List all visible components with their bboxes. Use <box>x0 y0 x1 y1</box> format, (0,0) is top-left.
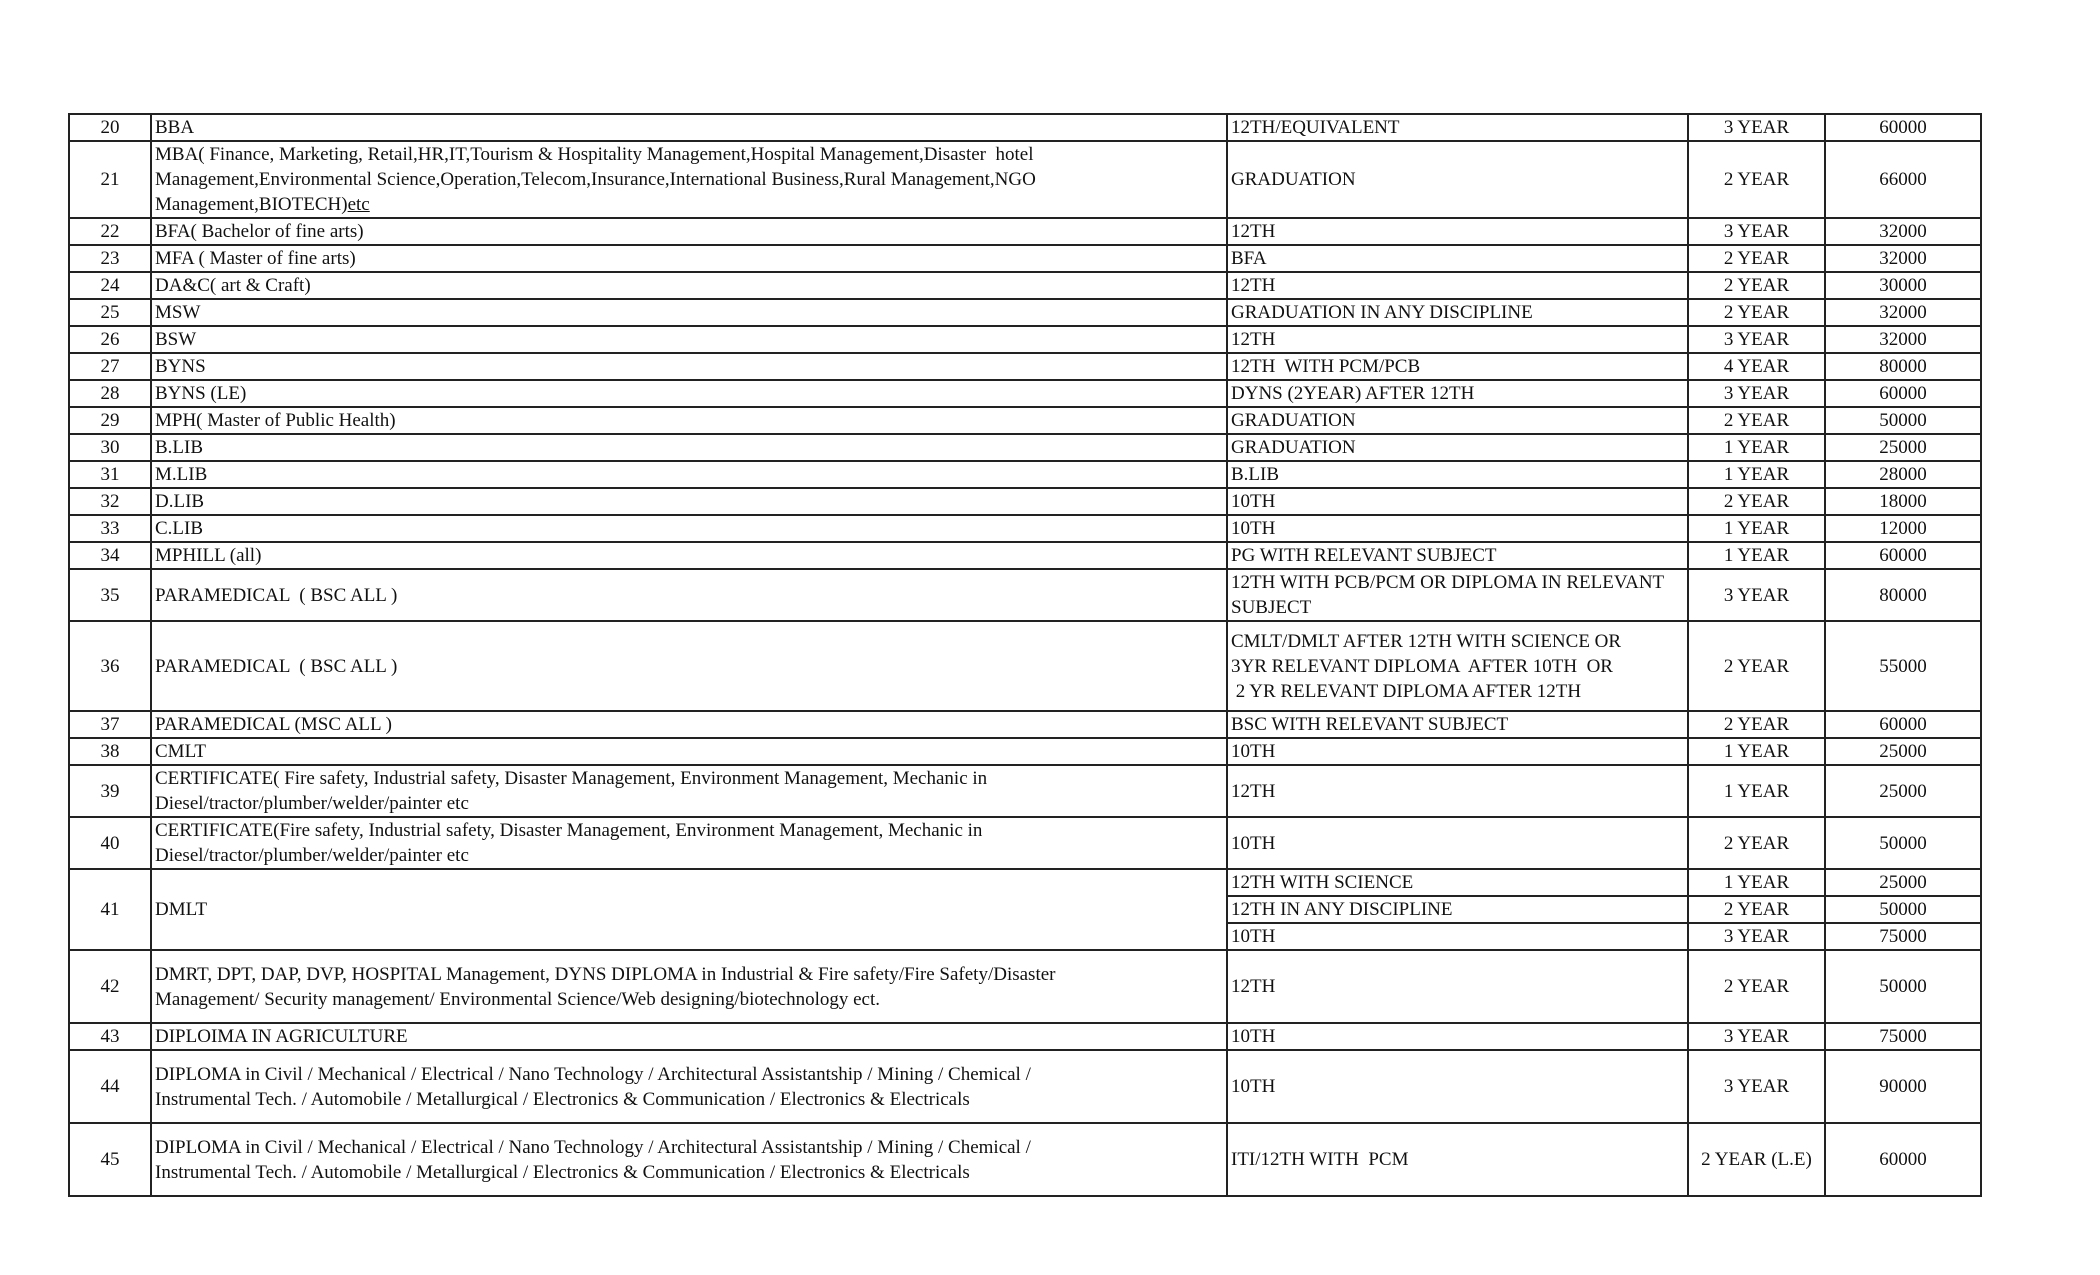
cell-line: 10TH <box>1231 741 1276 762</box>
cell-line: 10TH <box>1231 491 1276 512</box>
cell-line: BFA( Bachelor of fine arts) <box>155 221 364 242</box>
cell-line: PARAMEDICAL ( BSC ALL ) <box>155 655 398 677</box>
fee-cell: 32000 <box>1825 218 1981 245</box>
fee-cell: 18000 <box>1825 488 1981 515</box>
cell-line: 10TH <box>1231 1076 1276 1097</box>
course-cell <box>151 569 1227 621</box>
duration-cell: 2 YEAR <box>1688 896 1825 923</box>
cell-line: 12TH WITH PCB/PCM OR DIPLOMA IN RELEVANT <box>1231 572 1665 593</box>
course-cell <box>151 407 1227 434</box>
cell-line: 10TH <box>1231 1026 1276 1047</box>
cell-line: 12TH <box>1231 221 1276 242</box>
cell-line: Management,BIOTECH)etc <box>155 194 370 215</box>
eligibility-cell <box>1227 738 1688 765</box>
cell-line: 12TH <box>1231 275 1276 296</box>
eligibility-cell <box>1227 326 1688 353</box>
course-cell <box>151 272 1227 299</box>
serial-number-cell: 45 <box>69 1123 151 1196</box>
eligibility-cell <box>1227 1023 1688 1050</box>
course-cell <box>151 114 1227 141</box>
cell-line: CERTIFICATE(Fire safety, Industrial safety, Disaster Management, Environment Management, Mechanic in <box>155 820 983 841</box>
table-row <box>69 245 1981 272</box>
duration-cell: 2 YEAR <box>1688 407 1825 434</box>
eligibility-cell <box>1227 621 1688 711</box>
course-cell <box>151 542 1227 569</box>
underlined-suffix: etc <box>347 194 370 215</box>
fee-cell: 60000 <box>1825 542 1981 569</box>
course-cell <box>151 299 1227 326</box>
eligibility-cell <box>1227 141 1688 218</box>
duration-cell: 1 YEAR <box>1688 461 1825 488</box>
eligibility-cell <box>1227 299 1688 326</box>
cell-line: BYNS <box>155 356 206 377</box>
eligibility-cell <box>1227 765 1688 817</box>
cell-line: PARAMEDICAL ( BSC ALL ) <box>155 584 398 606</box>
course-cell <box>151 765 1227 817</box>
fee-cell: 75000 <box>1825 923 1981 950</box>
table-row <box>69 542 1981 569</box>
eligibility-cell <box>1227 407 1688 434</box>
course-cell <box>151 869 1227 950</box>
cell-line: 10TH <box>1231 832 1276 854</box>
cell-line: CMLT/DMLT AFTER 12TH WITH SCIENCE OR <box>1231 630 1622 652</box>
course-cell <box>151 950 1227 1023</box>
cell-line: PG WITH RELEVANT SUBJECT <box>1231 545 1497 566</box>
cell-line: BSW <box>155 329 197 350</box>
eligibility-cell: 10TH <box>1227 923 1688 950</box>
fee-cell: 75000 <box>1825 1023 1981 1050</box>
table-row <box>69 817 1981 869</box>
duration-cell: 1 YEAR <box>1688 434 1825 461</box>
table-row <box>69 326 1981 353</box>
cell-line: BFA <box>1231 248 1267 269</box>
cell-line: Management/ Security management/ Environmental Science/Web designing/biotechnology ect. <box>155 988 881 1010</box>
eligibility-cell: 12TH IN ANY DISCIPLINE <box>1227 896 1688 923</box>
serial-number-cell: 39 <box>69 765 151 817</box>
duration-cell: 2 YEAR <box>1688 299 1825 326</box>
duration-cell: 3 YEAR <box>1688 923 1825 950</box>
serial-number-cell: 40 <box>69 817 151 869</box>
eligibility-cell <box>1227 569 1688 621</box>
course-cell <box>151 245 1227 272</box>
eligibility-cell <box>1227 218 1688 245</box>
cell-line: GRADUATION <box>1231 437 1356 458</box>
serial-number-cell: 28 <box>69 380 151 407</box>
table-row <box>69 1050 1981 1123</box>
fee-cell: 32000 <box>1825 326 1981 353</box>
table-row <box>69 738 1981 765</box>
table-row <box>69 380 1981 407</box>
duration-cell: 2 YEAR <box>1688 711 1825 738</box>
cell-line: DIPLOMA in Civil / Mechanical / Electrical / Nano Technology / Architectural Assistantship / Mining / Chemical / <box>155 1063 1031 1085</box>
eligibility-cell <box>1227 434 1688 461</box>
course-cell <box>151 1123 1227 1196</box>
serial-number-cell: 30 <box>69 434 151 461</box>
cell-line: BYNS (LE) <box>155 383 247 404</box>
table-row <box>69 218 1981 245</box>
table-row <box>69 488 1981 515</box>
course-cell <box>151 1023 1227 1050</box>
duration-cell: 3 YEAR <box>1688 218 1825 245</box>
serial-number-cell: 33 <box>69 515 151 542</box>
serial-number-cell: 22 <box>69 218 151 245</box>
cell-line: B.LIB <box>155 437 204 458</box>
serial-number-cell: 20 <box>69 114 151 141</box>
table-row <box>69 621 1981 711</box>
serial-number-cell: 41 <box>69 869 151 950</box>
serial-number-cell: 24 <box>69 272 151 299</box>
eligibility-cell <box>1227 950 1688 1023</box>
fee-cell: 60000 <box>1825 711 1981 738</box>
table-row <box>69 515 1981 542</box>
table-body <box>69 114 1981 1196</box>
fee-cell: 12000 <box>1825 515 1981 542</box>
duration-cell: 1 YEAR <box>1688 869 1825 896</box>
table-row <box>69 434 1981 461</box>
fee-cell: 32000 <box>1825 245 1981 272</box>
eligibility-cell <box>1227 245 1688 272</box>
course-cell <box>151 711 1227 738</box>
duration-cell: 3 YEAR <box>1688 569 1825 621</box>
cell-line: Diesel/tractor/plumber/welder/painter etc <box>155 793 469 814</box>
fee-cell: 80000 <box>1825 353 1981 380</box>
course-cell <box>151 515 1227 542</box>
table-row <box>69 353 1981 380</box>
serial-number-cell: 21 <box>69 141 151 218</box>
course-cell <box>151 817 1227 869</box>
fee-cell: 90000 <box>1825 1050 1981 1123</box>
duration-cell: 2 YEAR <box>1688 141 1825 218</box>
eligibility-cell <box>1227 461 1688 488</box>
duration-cell: 2 YEAR <box>1688 272 1825 299</box>
fee-cell: 50000 <box>1825 950 1981 1023</box>
eligibility-cell <box>1227 542 1688 569</box>
cell-line: 2 YR RELEVANT DIPLOMA AFTER 12TH <box>1231 680 1582 702</box>
cell-line: DMRT, DPT, DAP, DVP, HOSPITAL Management, DYNS DIPLOMA in Industrial & Fire safety/Fire Safety/Disaster <box>155 963 1056 985</box>
course-cell <box>151 621 1227 711</box>
table-row <box>69 1023 1981 1050</box>
fee-cell: 25000 <box>1825 869 1981 896</box>
eligibility-cell <box>1227 272 1688 299</box>
cell-line: MSW <box>155 302 201 323</box>
fee-cell: 50000 <box>1825 817 1981 869</box>
cell-line: 12TH/EQUIVALENT <box>1231 117 1400 138</box>
duration-cell: 3 YEAR <box>1688 380 1825 407</box>
cell-line: DYNS (2YEAR) AFTER 12TH <box>1231 383 1475 404</box>
duration-cell: 3 YEAR <box>1688 1023 1825 1050</box>
duration-cell: 2 YEAR <box>1688 950 1825 1023</box>
cell-line: 12TH <box>1231 780 1276 802</box>
cell-line: MBA( Finance, Marketing, Retail,HR,IT,Tourism & Hospitality Management,Hospital Management,Disaster hotel <box>155 144 1034 165</box>
fee-cell: 32000 <box>1825 299 1981 326</box>
table-row <box>69 141 1981 218</box>
fee-cell: 28000 <box>1825 461 1981 488</box>
fee-cell: 55000 <box>1825 621 1981 711</box>
serial-number-cell: 29 <box>69 407 151 434</box>
eligibility-cell <box>1227 515 1688 542</box>
table-row <box>69 569 1981 621</box>
course-cell <box>151 380 1227 407</box>
serial-number-cell: 38 <box>69 738 151 765</box>
cell-line: 12TH <box>1231 329 1276 350</box>
course-cell <box>151 141 1227 218</box>
fee-cell: 25000 <box>1825 434 1981 461</box>
cell-line: DMLT <box>155 899 208 920</box>
fee-cell: 30000 <box>1825 272 1981 299</box>
cell-line: MPHILL (all) <box>155 545 262 566</box>
serial-number-cell: 27 <box>69 353 151 380</box>
eligibility-cell: 12TH WITH SCIENCE <box>1227 869 1688 896</box>
course-cell <box>151 738 1227 765</box>
course-cell <box>151 434 1227 461</box>
duration-cell: 2 YEAR <box>1688 245 1825 272</box>
cell-line: D.LIB <box>155 491 205 512</box>
serial-number-cell: 35 <box>69 569 151 621</box>
table-row <box>69 114 1981 141</box>
cell-line: BBA <box>155 117 195 138</box>
cell-line: GRADUATION IN ANY DISCIPLINE <box>1231 302 1533 323</box>
cell-line: DIPLOMA in Civil / Mechanical / Electrical / Nano Technology / Architectural Assistantship / Mining / Chemical / <box>155 1136 1031 1158</box>
duration-cell: 2 YEAR <box>1688 488 1825 515</box>
fee-cell: 25000 <box>1825 738 1981 765</box>
eligibility-cell <box>1227 380 1688 407</box>
serial-number-cell: 31 <box>69 461 151 488</box>
eligibility-cell <box>1227 353 1688 380</box>
cell-line: PARAMEDICAL (MSC ALL ) <box>155 714 392 735</box>
fee-cell: 60000 <box>1825 1123 1981 1196</box>
duration-cell: 1 YEAR <box>1688 515 1825 542</box>
serial-number-cell: 32 <box>69 488 151 515</box>
duration-cell: 2 YEAR <box>1688 621 1825 711</box>
serial-number-cell: 43 <box>69 1023 151 1050</box>
cell-line: Instrumental Tech. / Automobile / Metallurgical / Electronics & Communication / Electronics & Electricals <box>155 1088 970 1110</box>
course-fee-table <box>68 113 1982 1197</box>
cell-line: 12TH WITH PCM/PCB <box>1231 356 1421 377</box>
serial-number-cell: 34 <box>69 542 151 569</box>
cell-line: SUBJECT <box>1231 597 1312 618</box>
cell-line: MPH( Master of Public Health) <box>155 410 396 431</box>
eligibility-cell <box>1227 817 1688 869</box>
fee-cell: 60000 <box>1825 380 1981 407</box>
table-row <box>69 461 1981 488</box>
duration-cell: 2 YEAR <box>1688 817 1825 869</box>
duration-cell: 3 YEAR <box>1688 1050 1825 1123</box>
duration-cell: 1 YEAR <box>1688 738 1825 765</box>
cell-line: DIPLOIMA IN AGRICULTURE <box>155 1026 408 1047</box>
cell-line: CMLT <box>155 741 207 762</box>
table-row <box>69 869 1981 896</box>
course-cell <box>151 488 1227 515</box>
cell-line: DA&C( art & Craft) <box>155 275 311 296</box>
fee-cell: 50000 <box>1825 407 1981 434</box>
cell-line: M.LIB <box>155 464 208 485</box>
course-cell <box>151 461 1227 488</box>
eligibility-cell <box>1227 1050 1688 1123</box>
cell-line: BSC WITH RELEVANT SUBJECT <box>1231 714 1509 735</box>
duration-cell: 2 YEAR (L.E) <box>1688 1123 1825 1196</box>
cell-line: C.LIB <box>155 518 204 539</box>
cell-line: MFA ( Master of fine arts) <box>155 248 356 269</box>
fee-cell: 50000 <box>1825 896 1981 923</box>
table-row <box>69 272 1981 299</box>
serial-number-cell: 44 <box>69 1050 151 1123</box>
cell-line: Diesel/tractor/plumber/welder/painter etc <box>155 845 469 866</box>
cell-line: GRADUATION <box>1231 410 1356 431</box>
serial-number-cell: 42 <box>69 950 151 1023</box>
cell-line: 12TH <box>1231 976 1276 997</box>
serial-number-cell: 37 <box>69 711 151 738</box>
duration-cell: 3 YEAR <box>1688 114 1825 141</box>
course-cell <box>151 353 1227 380</box>
serial-number-cell: 25 <box>69 299 151 326</box>
cell-line: Instrumental Tech. / Automobile / Metallurgical / Electronics & Communication / Electronics & Electricals <box>155 1161 970 1183</box>
fee-cell: 60000 <box>1825 114 1981 141</box>
duration-cell: 1 YEAR <box>1688 765 1825 817</box>
course-cell <box>151 218 1227 245</box>
cell-line: 3YR RELEVANT DIPLOMA AFTER 10TH OR <box>1231 655 1613 677</box>
duration-cell: 1 YEAR <box>1688 542 1825 569</box>
cell-line: ITI/12TH WITH PCM <box>1231 1149 1409 1170</box>
eligibility-cell <box>1227 488 1688 515</box>
cell-line: 10TH <box>1231 518 1276 539</box>
eligibility-cell <box>1227 1123 1688 1196</box>
table-row <box>69 950 1981 1023</box>
eligibility-cell <box>1227 114 1688 141</box>
table-row <box>69 711 1981 738</box>
course-cell <box>151 326 1227 353</box>
eligibility-cell <box>1227 711 1688 738</box>
duration-cell: 4 YEAR <box>1688 353 1825 380</box>
cell-line: CERTIFICATE( Fire safety, Industrial safety, Disaster Management, Environment Management, Mechanic in <box>155 768 988 789</box>
duration-cell: 3 YEAR <box>1688 326 1825 353</box>
cell-line: B.LIB <box>1231 464 1280 485</box>
fee-cell: 80000 <box>1825 569 1981 621</box>
fee-cell: 25000 <box>1825 765 1981 817</box>
table-row <box>69 407 1981 434</box>
table-row <box>69 765 1981 817</box>
serial-number-cell: 36 <box>69 621 151 711</box>
course-cell <box>151 1050 1227 1123</box>
cell-line: GRADUATION <box>1231 169 1356 190</box>
table-row <box>69 1123 1981 1196</box>
cell-line: Management,Environmental Science,Operation,Telecom,Insurance,International Business,Rural Management,NGO <box>155 169 1036 190</box>
serial-number-cell: 26 <box>69 326 151 353</box>
table-row <box>69 299 1981 326</box>
serial-number-cell: 23 <box>69 245 151 272</box>
fee-cell: 66000 <box>1825 141 1981 218</box>
